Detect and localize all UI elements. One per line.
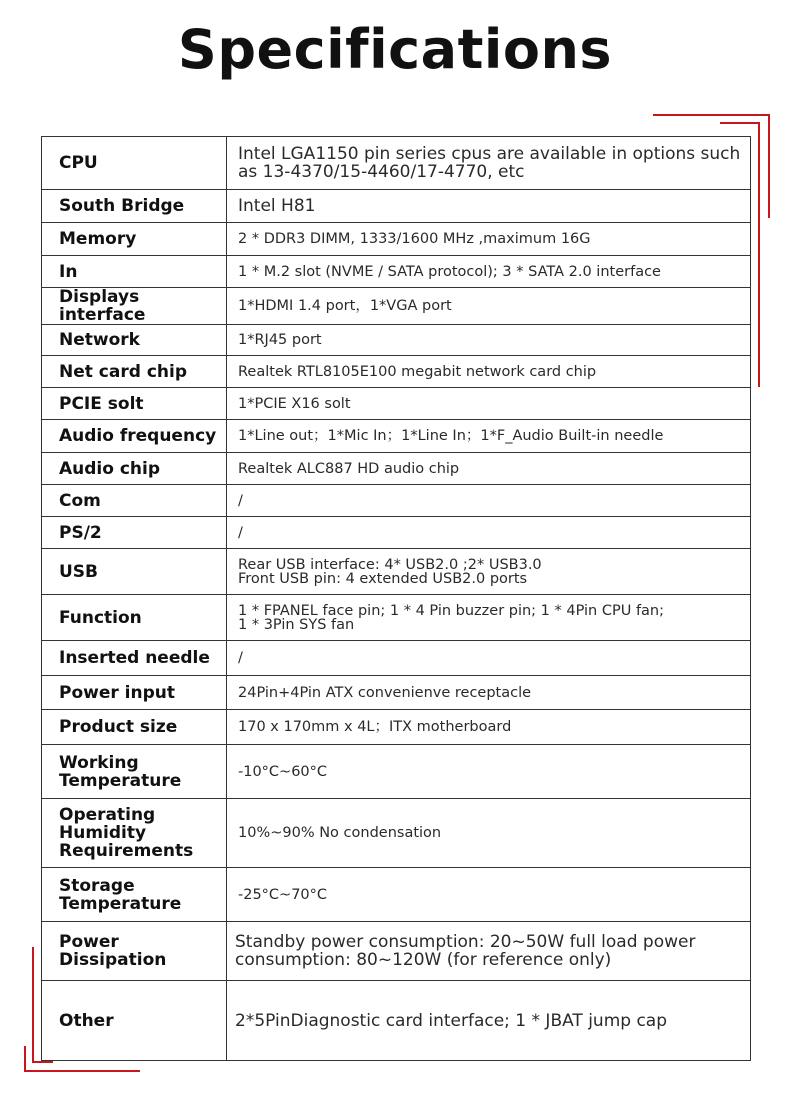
table-row — [42, 745, 751, 799]
spec-value: Standby power consumption: 20~50W full load power consumption: 80~120W (for reference only) — [227, 922, 751, 981]
table-row — [42, 325, 751, 356]
spec-value: -25°C~70°C — [227, 868, 751, 922]
table-row — [42, 710, 751, 745]
spec-label: Audio frequency — [42, 420, 227, 453]
spec-label: Function — [42, 595, 227, 641]
table-row — [42, 641, 751, 676]
spec-value: 2 * DDR3 DIMM, 1333/1600 MHz ,maximum 16G — [227, 223, 751, 256]
accent-line-top-right-inner-v — [758, 122, 760, 387]
spec-label: Audio chip — [42, 453, 227, 485]
table-row — [42, 799, 751, 868]
spec-value: 1*PCIE X16 solt — [227, 388, 751, 420]
table-row — [42, 137, 751, 190]
accent-line-top-right-outer-v — [768, 114, 770, 218]
spec-label: CPU — [42, 137, 227, 190]
page-title: Specifications — [177, 18, 613, 81]
spec-value: 170 x 170mm x 4L；ITX motherboard — [227, 710, 751, 745]
table-row — [42, 223, 751, 256]
spec-value: 1*HDMI 1.4 port，1*VGA port — [227, 288, 751, 325]
table-row — [42, 388, 751, 420]
spec-label: In — [42, 256, 227, 288]
table-row — [42, 981, 751, 1061]
spec-value: Realtek RTL8105E100 megabit network card chip — [227, 356, 751, 388]
table-row — [42, 868, 751, 922]
spec-value: 2*5PinDiagnostic card interface; 1 * JBAT jump cap — [227, 981, 751, 1061]
table-row — [42, 517, 751, 549]
spec-value: Intel H81 — [227, 190, 751, 223]
accent-line-bottom-left-outer-v — [24, 1046, 26, 1072]
spec-value: / — [227, 517, 751, 549]
spec-label: Memory — [42, 223, 227, 256]
spec-value: / — [227, 485, 751, 517]
spec-label: Operating Humidity Requirements — [42, 799, 227, 868]
table-row — [42, 676, 751, 710]
spec-label: USB — [42, 549, 227, 595]
spec-label: PCIE solt — [42, 388, 227, 420]
table-row — [42, 256, 751, 288]
spec-label: Displays interface — [42, 288, 227, 325]
spec-label: Power input — [42, 676, 227, 710]
spec-label: Working Temperature — [42, 745, 227, 799]
spec-label: PS/2 — [42, 517, 227, 549]
spec-value: / — [227, 641, 751, 676]
spec-label: Inserted needle — [42, 641, 227, 676]
table-row — [42, 420, 751, 453]
table-row — [42, 922, 751, 981]
spec-value: 24Pin+4Pin ATX convenienve receptacle — [227, 676, 751, 710]
spec-label: Network — [42, 325, 227, 356]
spec-label: Com — [42, 485, 227, 517]
accent-line-top-right-outer-h — [653, 114, 770, 116]
accent-line-bottom-left-inner-h — [32, 1061, 53, 1063]
accent-line-bottom-left-outer-h — [24, 1070, 140, 1072]
table-row — [42, 549, 751, 595]
spec-value: Rear USB interface: 4* USB2.0 ;2* USB3.0 Front USB pin: 4 extended USB2.0 ports — [227, 549, 751, 595]
spec-label: Other — [42, 981, 227, 1061]
spec-value: 1*Line out；1*Mic In；1*Line In；1*F_Audio Built-in needle — [227, 420, 751, 453]
spec-label: Product size — [42, 710, 227, 745]
accent-line-top-right-inner-h — [720, 122, 760, 124]
table-row — [42, 595, 751, 641]
spec-value: 1 * M.2 slot (NVME / SATA protocol); 3 * SATA 2.0 interface — [227, 256, 751, 288]
table-row — [42, 453, 751, 485]
spec-value: 1*RJ45 port — [227, 325, 751, 356]
spec-value: Intel LGA1150 pin series cpus are available in options such as 13-4370/15-4460/17-4770, etc — [227, 137, 751, 190]
table-row — [42, 485, 751, 517]
spec-label: South Bridge — [42, 190, 227, 223]
table-row — [42, 288, 751, 325]
accent-line-bottom-left-inner-v — [32, 947, 34, 1063]
spec-label: Power Dissipation — [42, 922, 227, 981]
spec-value: 10%~90% No condensation — [227, 799, 751, 868]
spec-value: Realtek ALC887 HD audio chip — [227, 453, 751, 485]
spec-table — [41, 136, 751, 1061]
table-row — [42, 190, 751, 223]
spec-value: -10°C~60°C — [227, 745, 751, 799]
spec-label: Storage Temperature — [42, 868, 227, 922]
spec-value: 1 * FPANEL face pin; 1 * 4 Pin buzzer pin; 1 * 4Pin CPU fan; 1 * 3Pin SYS fan — [227, 595, 751, 641]
table-row — [42, 356, 751, 388]
spec-label: Net card chip — [42, 356, 227, 388]
